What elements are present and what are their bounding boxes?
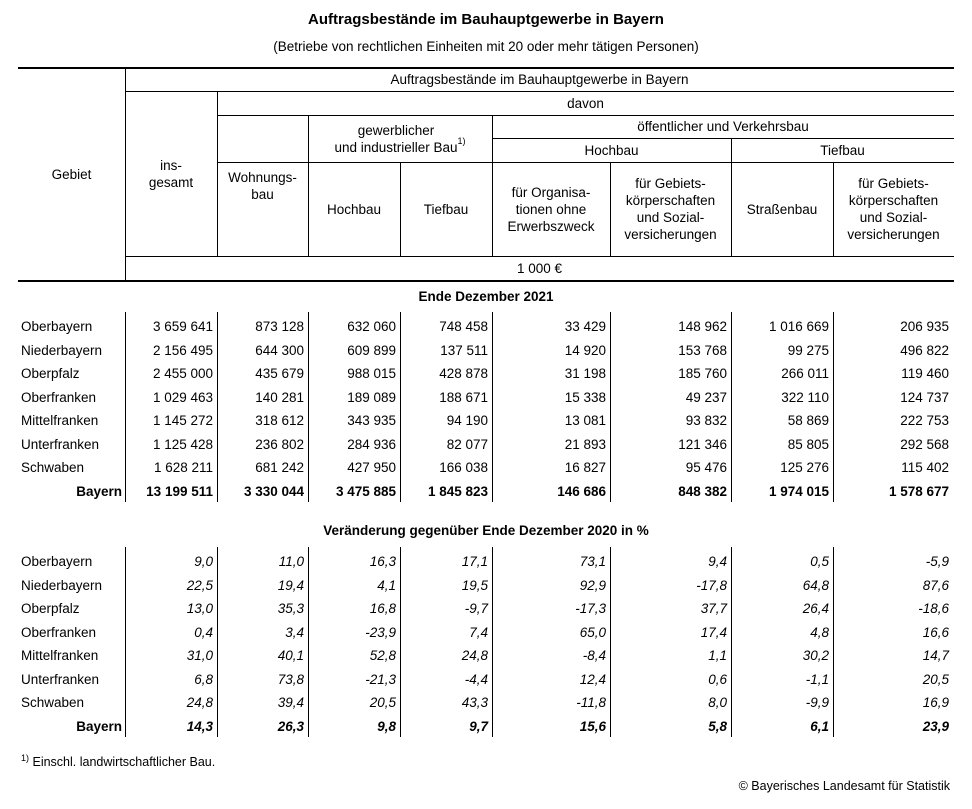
table-cell: 0,5 — [810, 554, 829, 569]
table-cell: 3,4 — [285, 624, 304, 640]
table-cell: 24,8 — [186, 695, 213, 710]
total-row-label: Bayern — [76, 483, 122, 499]
table-cell: 16,9 — [922, 695, 949, 710]
table-cell: 17,1 — [461, 554, 488, 569]
table-cell: 30,2 — [802, 648, 829, 663]
table-cell: 9,0 — [194, 554, 213, 569]
footnote-text: Einschl. landwirtschaftlicher Bau. — [29, 755, 216, 769]
table-cell: 148 962 — [678, 319, 727, 334]
table-cell: 681 242 — [255, 460, 304, 475]
table-cell: -23,9 — [365, 624, 396, 640]
row-label: Oberbayern — [21, 554, 93, 569]
header-gebietskoerperschaften-hochbau: für Gebiets- körperschaften und Sozial- versicherungen — [624, 176, 717, 242]
table-cell: 33 429 — [564, 319, 606, 334]
table-cell: 435 679 — [255, 366, 304, 381]
total-cell: 1 845 823 — [427, 483, 488, 499]
table-cell: 31,0 — [186, 648, 213, 663]
row-label: Oberbayern — [21, 319, 93, 334]
table-cell: 644 300 — [255, 342, 304, 358]
total-cell: 848 382 — [678, 483, 727, 499]
total-cell: 5,8 — [708, 718, 727, 734]
table-cell: -17,3 — [575, 601, 606, 616]
section-title: Ende Dezember 2021 — [418, 289, 554, 304]
table-cell: 20,5 — [922, 671, 949, 687]
table-cell: -11,8 — [576, 695, 606, 710]
header-hochbau-group: Hochbau — [584, 142, 639, 158]
table-cell: 94 190 — [446, 413, 488, 428]
table-cell: -21,3 — [365, 671, 396, 687]
total-cell: 15,6 — [579, 718, 606, 734]
table-cell: -8,4 — [582, 648, 606, 663]
table-cell: 1 125 428 — [152, 436, 213, 452]
footnote-mark: 1) — [457, 136, 466, 146]
table-cell: 609 899 — [347, 342, 396, 358]
row-label: Oberpfalz — [21, 366, 80, 381]
table-cell: 166 038 — [439, 460, 488, 475]
total-cell: 9,8 — [377, 718, 396, 734]
table-cell: 115 402 — [901, 460, 949, 475]
header-oeffentlicher: öffentlicher und Verkehrsbau — [637, 119, 809, 134]
header-insgesamt: ins- gesamt — [148, 157, 194, 190]
header-bottom-rule — [18, 280, 954, 282]
table-cell: 496 822 — [900, 342, 949, 358]
table-cell: 13,0 — [186, 601, 213, 616]
total-cell: 3 330 044 — [243, 483, 304, 499]
table-cell: 8,0 — [708, 695, 727, 710]
row-label: Niederbayern — [21, 342, 103, 358]
table-cell: 632 060 — [347, 319, 396, 334]
table-cell: 322 110 — [781, 389, 829, 405]
total-cell: 146 686 — [557, 483, 606, 499]
table-cell: 185 760 — [678, 366, 727, 381]
table-cell: 64,8 — [802, 577, 829, 593]
table-cell: 284 936 — [347, 436, 396, 452]
table-cell: 343 935 — [347, 413, 396, 428]
table-cell: 140 281 — [255, 389, 304, 405]
header-gewerblicher-text: gewerblicher und industrieller Bau — [334, 122, 458, 155]
table-cell: 137 511 — [440, 342, 488, 358]
total-cell: 1 578 677 — [888, 483, 949, 499]
header-wohnungsbau: Wohnungs- bau — [228, 169, 297, 202]
table-cell: 236 802 — [255, 436, 304, 452]
row-label: Oberpfalz — [21, 601, 80, 616]
table-cell: 95 476 — [685, 460, 727, 475]
table-cell: 17,4 — [700, 624, 727, 640]
total-cell: 6,1 — [810, 718, 829, 734]
table-cell: 20,5 — [369, 695, 396, 710]
table-cell: 266 011 — [781, 366, 829, 381]
table-cell: 11,0 — [278, 554, 304, 569]
table-cell: 85 805 — [787, 436, 829, 452]
table-cell: 7,4 — [469, 624, 488, 640]
table-cell: 1 628 211 — [153, 460, 213, 475]
table-cell: 93 832 — [685, 413, 727, 428]
table-cell: -5,9 — [925, 554, 949, 569]
table-cell: 49 237 — [685, 389, 727, 405]
header-gewerblicher — [308, 115, 492, 162]
table-cell: 0,4 — [194, 624, 213, 640]
table-cell: 82 077 — [446, 436, 488, 452]
table-cell: -17,8 — [696, 577, 727, 593]
total-cell: 13 199 511 — [146, 483, 213, 499]
table-subtitle: (Betriebe von rechtlichen Einheiten mit 20 oder mehr tätigen Personen) — [273, 39, 699, 54]
table-cell: 14,7 — [922, 648, 949, 663]
table-cell: 39,4 — [277, 695, 304, 710]
table-cell: -1,1 — [805, 671, 829, 687]
table-cell: 37,7 — [700, 601, 727, 616]
section-title: Veränderung gegenüber Ende Dezember 2020 in % — [323, 523, 649, 538]
total-cell: 3 475 885 — [335, 483, 396, 499]
table-cell: 0,6 — [708, 671, 727, 687]
row-label: Schwaben — [21, 695, 85, 710]
table-cell: 16 827 — [564, 460, 606, 475]
table-cell: 1 145 272 — [152, 413, 213, 428]
total-cell: 1 974 015 — [768, 483, 829, 499]
table-cell: 73,8 — [277, 671, 304, 687]
header-hochbau: Hochbau — [326, 201, 382, 217]
table-cell: 427 950 — [347, 460, 396, 475]
table-title: Auftragsbestände im Bauhauptgewerbe in Bayern — [308, 11, 664, 28]
table-cell: 26,4 — [802, 601, 829, 616]
table-cell: 12,4 — [579, 671, 606, 687]
table-cell: 2 455 000 — [152, 366, 213, 381]
footnote — [21, 753, 215, 769]
table-cell: 13 081 — [564, 413, 606, 428]
total-cell: 9,7 — [469, 718, 488, 734]
table-cell: 2 156 495 — [152, 342, 213, 358]
table-cell: 19,5 — [461, 577, 488, 593]
table-cell: 6,8 — [194, 671, 213, 687]
table-cell: 1,1 — [708, 648, 727, 663]
table-cell: 222 753 — [900, 413, 949, 428]
header-tiefbau: Tiefbau — [423, 201, 469, 217]
table-cell: 87,6 — [922, 577, 949, 593]
table-cell: 16,8 — [369, 601, 396, 616]
table-cell: 1 029 463 — [152, 389, 213, 405]
table-cell: 14 920 — [564, 342, 606, 358]
table-cell: 119 460 — [901, 366, 949, 381]
table-cell: 16,3 — [369, 554, 396, 569]
table-cell: 206 935 — [900, 319, 949, 334]
header-top: Auftragsbestände im Bauhauptgewerbe in Bayern — [390, 72, 689, 87]
table-cell: 3 659 641 — [152, 319, 213, 334]
table-cell: 318 612 — [255, 413, 304, 428]
table-cell: 153 768 — [678, 342, 727, 358]
table-cell: 748 458 — [439, 319, 488, 334]
table-cell: 21 893 — [564, 436, 606, 452]
header-tiefbau-group: Tiefbau — [820, 142, 865, 158]
header-organisationen: für Organisa- tionen ohne Erwerbszweck — [507, 184, 595, 234]
table-cell: 19,4 — [277, 577, 304, 593]
table-cell: 4,8 — [810, 624, 829, 640]
table-cell: 58 869 — [787, 413, 829, 428]
table-cell: 43,3 — [461, 695, 488, 710]
table-cell: 189 089 — [347, 389, 396, 405]
table-cell: -18,6 — [918, 601, 949, 616]
header-unit: 1 000 € — [516, 260, 563, 276]
table-cell: 16,6 — [922, 624, 949, 640]
table-cell: 15 338 — [564, 389, 606, 405]
table-cell: -9,7 — [464, 601, 488, 616]
table-cell: 92,9 — [579, 577, 606, 593]
table-cell: 99 275 — [787, 342, 829, 358]
table-cell: 31 198 — [564, 366, 606, 381]
row-label: Mittelfranken — [21, 413, 99, 428]
table-cell: 121 346 — [678, 436, 727, 452]
table-cell: 35,3 — [277, 601, 304, 616]
table-cell: -4,4 — [464, 671, 488, 687]
table-cell: 24,8 — [461, 648, 488, 663]
table-cell: 52,8 — [369, 648, 396, 663]
header-davon: davon — [567, 95, 604, 111]
row-label: Niederbayern — [21, 577, 103, 593]
table-cell: 988 015 — [347, 366, 396, 381]
row-label: Oberfranken — [21, 624, 97, 640]
table-cell: 125 276 — [780, 460, 829, 475]
copyright: © Bayerisches Landesamt für Statistik — [738, 779, 950, 793]
row-label: Oberfranken — [21, 389, 97, 405]
row-label: Unterfranken — [21, 671, 100, 687]
table-cell: 40,1 — [277, 648, 304, 663]
header-gebietskoerperschaften-tiefbau: für Gebiets- körperschaften und Sozial- versicherungen — [847, 176, 940, 242]
table-cell: 188 671 — [439, 389, 488, 405]
header-gebiet: Gebiet — [51, 166, 92, 182]
total-cell: 14,3 — [186, 718, 213, 734]
header-strassenbau: Straßenbau — [746, 201, 818, 217]
table-cell: 873 128 — [255, 319, 304, 334]
table-cell: 4,1 — [377, 577, 396, 593]
row-label: Mittelfranken — [21, 648, 99, 663]
row-label: Schwaben — [21, 460, 85, 475]
table-cell: 22,5 — [186, 577, 213, 593]
table-cell: 428 878 — [439, 366, 488, 381]
table-cell: 65,0 — [579, 624, 606, 640]
table-cell: 9,4 — [708, 554, 727, 569]
total-cell: 23,9 — [922, 718, 949, 734]
table-cell: 73,1 — [579, 554, 606, 569]
table-cell: 1 016 669 — [768, 319, 829, 334]
total-cell: 26,3 — [277, 718, 304, 734]
footnote-mark: 1) — [21, 753, 30, 763]
total-row-label: Bayern — [76, 718, 122, 734]
row-label: Unterfranken — [21, 436, 100, 452]
table-cell: 124 737 — [900, 389, 949, 405]
table-cell: -9,9 — [805, 695, 829, 710]
table-cell: 292 568 — [900, 436, 949, 452]
